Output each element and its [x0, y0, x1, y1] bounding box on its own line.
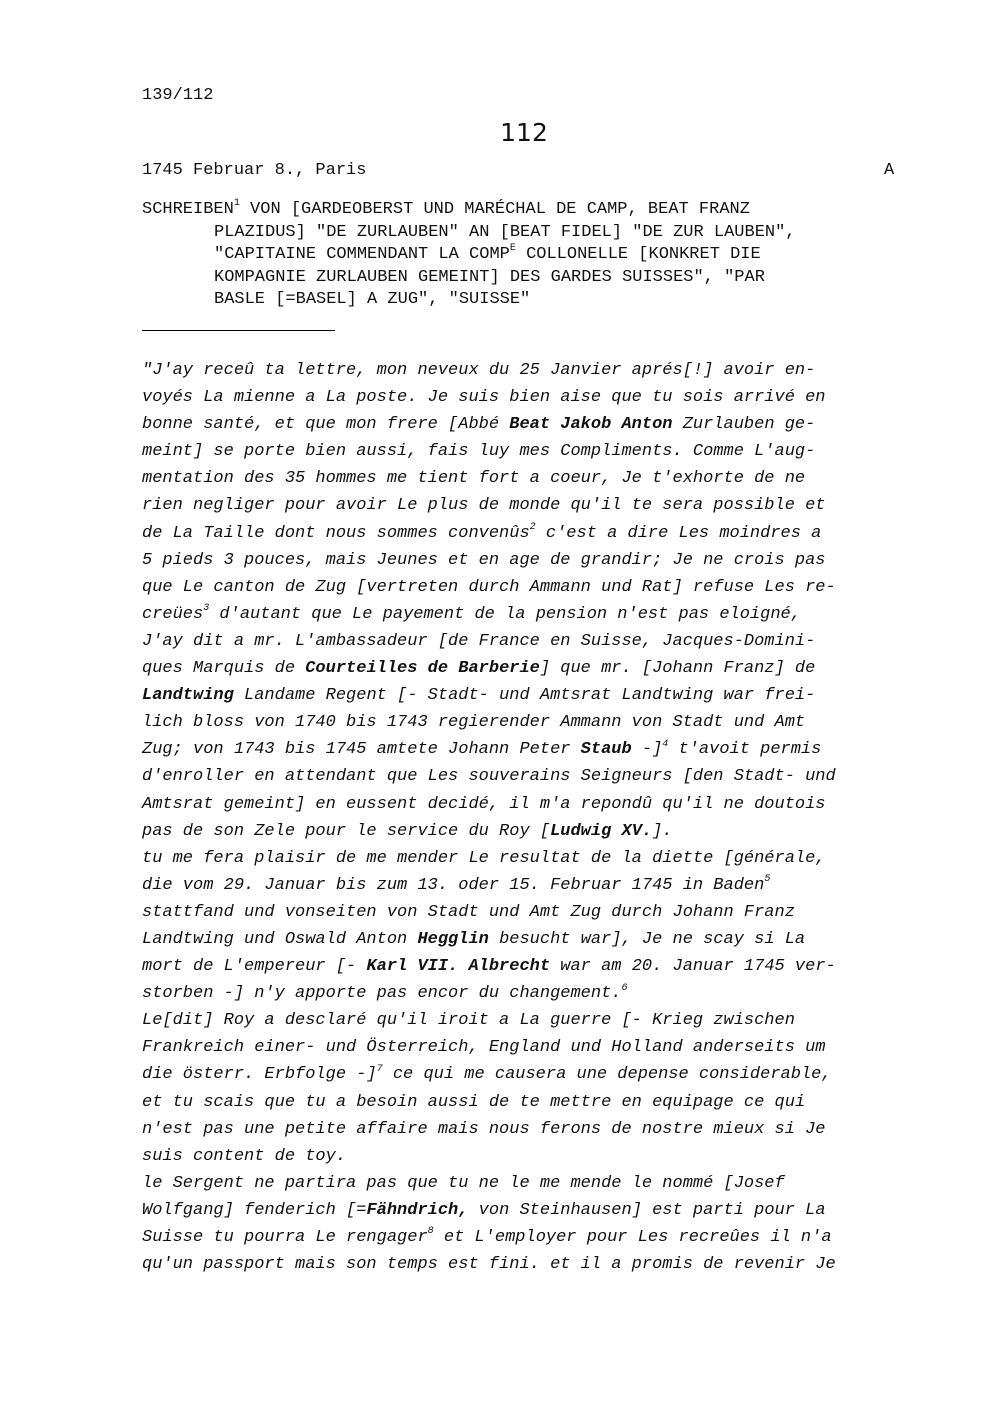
footnote-marker: 5	[764, 874, 771, 886]
letter-text-run: ce qui me causera une depense considerable,	[382, 1065, 832, 1085]
letter-line	[142, 1224, 912, 1251]
heading-line	[142, 199, 922, 222]
letter-line	[142, 926, 912, 953]
letter-line	[142, 845, 912, 872]
heading-superscript: E	[509, 243, 516, 255]
letter-line	[142, 384, 912, 411]
letter-line	[142, 492, 912, 519]
heading-text: PLAZIDUS] "DE ZURLAUBEN" AN [BEAT FIDEL] "DE ZUR LAUBEN",	[214, 222, 796, 242]
letter-text-run: et L'employer pour Les recreûes il n'a	[433, 1228, 832, 1247]
letter-text-run: 5 pieds 3 pouces, mais Jeunes et en age de grandir; Je ne crois pas	[142, 550, 826, 570]
letter-text	[142, 357, 912, 1278]
footnote-marker: 7	[376, 1063, 383, 1075]
letter-line	[142, 818, 912, 845]
letter-line	[142, 1007, 912, 1034]
letter-line	[142, 1116, 912, 1143]
footnote-marker: 6	[621, 982, 628, 994]
letter-line	[142, 655, 912, 682]
heading-text: BASLE [=BASEL] A ZUG", "SUISSE"	[214, 290, 531, 309]
letter-text-run: meint] se porte bien aussi, fais luy mes Compliments. Comme L'aug-	[142, 442, 816, 462]
letter-line	[142, 1061, 912, 1088]
letter-line	[142, 709, 912, 736]
letter-text-run: Zug; von 1743 bis 1745 amtete Johann Peter	[142, 740, 581, 760]
letter-text-run: bonne santé, et que mon frere [Abbé	[142, 415, 510, 435]
letter-text-run: besucht war], Je ne scay si La	[488, 929, 806, 949]
letter-text-run: le Sergent ne partira pas que tu ne le me mende le nommé [Josef	[142, 1173, 785, 1193]
letter-text-run: d'enroller en attendant que Les souverains Seigneurs [den Stadt- und	[142, 767, 836, 787]
letter-line	[142, 682, 912, 709]
letter-text-run: war am 20. Januar 1745 ver-	[550, 957, 836, 977]
letter-line	[142, 628, 912, 655]
footnote-marker: 2	[529, 521, 536, 533]
letter-line	[142, 601, 912, 628]
heading-text: "CAPITAINE COMMENDANT LA COMP	[214, 245, 510, 264]
person-name: Karl VII. Albrecht	[366, 957, 551, 977]
letter-text-run: ].	[652, 821, 673, 841]
letter-text-run: rien negliger pour avoir Le plus de monde qu'il te sera possible et	[142, 496, 826, 516]
letter-text-run: qu'un passport mais son temps est fini. et il a promis de revenir Je	[142, 1255, 836, 1275]
person-name: Staub	[580, 740, 632, 760]
letter-line	[142, 1251, 912, 1278]
letter-line	[142, 438, 912, 465]
letter-text-run: mort de L'empereur [-	[142, 957, 367, 977]
heading-line	[142, 289, 922, 312]
letter-text-run: que Le canton de Zug [vertreten durch Ammann und Rat] refuse Les re-	[142, 577, 836, 597]
letter-text-run: stattfand und vonseiten von Stadt und Amt Zug durch Johann Franz	[142, 902, 795, 922]
letter-text-run: Wolfgang] fenderich [=	[142, 1200, 367, 1220]
person-name: Fähndrich,	[366, 1200, 469, 1220]
letter-text-run: ques Marquis de	[142, 659, 306, 679]
letter-line	[142, 1170, 912, 1197]
letter-line	[142, 465, 912, 492]
person-name: Landtwing	[142, 686, 234, 706]
page-number: 112	[500, 118, 548, 147]
heading-text: KOMPAGNIE ZURLAUBEN GEMEINT] DES GARDES SUISSES", "PAR	[214, 267, 765, 287]
letter-text-run: die vom 29. Januar bis zum 13. oder 15. Februar 1745 in Baden	[142, 875, 765, 895]
document-reference: 139/112	[142, 86, 214, 105]
letter-text-run: de La Taille dont nous sommes convenûs	[142, 523, 530, 543]
letter-line	[142, 357, 912, 384]
letter-text-run: tu me fera plaisir de me mender Le resultat de la diette [générale,	[142, 848, 826, 868]
document-type-marker: A	[884, 161, 895, 180]
letter-text-run: Suisse tu pourra Le rengager	[142, 1228, 428, 1247]
letter-line	[142, 1034, 912, 1061]
dateline: 1745 Februar 8., Paris	[142, 161, 367, 180]
letter-text-run: pas de son Zele pour le service du Roy [	[142, 821, 551, 841]
document-heading	[142, 199, 922, 312]
heading-text: SCHREIBEN	[142, 200, 234, 219]
heading-text: COLLONELLE [KONKRET DIE	[515, 245, 761, 264]
letter-line	[142, 520, 912, 547]
person-name: Hegglin	[417, 929, 489, 949]
letter-line	[142, 574, 912, 601]
letter-text-run: c'est a dire Les moindres a	[535, 523, 822, 543]
letter-text-run: Frankreich einer- und Österreich, England und Holland anderseits um	[142, 1038, 826, 1058]
letter-line	[142, 1089, 912, 1116]
letter-text-run: Zurlauben ge-	[672, 415, 816, 435]
footnote-marker: 8	[427, 1226, 434, 1238]
heading-line	[142, 222, 922, 245]
person-name: Courteilles de Barberie	[305, 659, 540, 679]
letter-line	[142, 763, 912, 790]
letter-line	[142, 953, 912, 980]
letter-text-run: n'est pas une petite affaire mais nous ferons de nostre mieux si Je	[142, 1119, 826, 1139]
person-name: Ludwig XV.	[550, 821, 653, 841]
letter-text-run: Amtsrat gemeint] en eussent decidé, il m'a repondû qu'il ne doutois	[142, 794, 826, 814]
letter-text-run: ] que mr. [Johann Franz] de	[539, 659, 816, 679]
letter-line	[142, 736, 912, 763]
letter-text-run: t'avoit permis	[668, 740, 822, 760]
letter-line	[142, 1143, 912, 1170]
footnote-marker: 3	[203, 603, 210, 615]
letter-line	[142, 980, 912, 1007]
letter-line	[142, 547, 912, 574]
letter-text-run: von Steinhausen] est parti pour La	[468, 1200, 826, 1220]
heading-superscript: 1	[233, 198, 240, 210]
heading-line	[142, 267, 922, 290]
person-name: Beat Jakob Anton	[509, 415, 673, 435]
letter-text-run: mentation des 35 hommes me tient fort a coeur, Je t'exhorte de ne	[142, 469, 806, 489]
letter-line	[142, 899, 912, 926]
letter-text-run: -]	[631, 740, 663, 760]
separator-line	[142, 330, 335, 331]
letter-text-run: die österr. Erbfolge -]	[142, 1065, 377, 1085]
letter-text-run: creües	[142, 604, 204, 624]
letter-text-run: Landame Regent [- Stadt- und Amtsrat Landtwing war frei-	[233, 686, 816, 706]
letter-text-run: voyés La mienne a La poste. Je suis bien aise que tu sois arrivé en	[142, 388, 826, 408]
letter-text-run: suis content de toy.	[142, 1146, 347, 1166]
heading-line	[142, 244, 922, 267]
heading-text: VON [GARDEOBERST UND MARÉCHAL DE CAMP, BEAT FRANZ	[239, 200, 750, 219]
letter-text-run: et tu scais que tu a besoin aussi de te mettre en equipage ce qui	[142, 1092, 806, 1112]
letter-text-run: "J'ay receû ta lettre, mon neveux du 25 Janvier aprés[!] avoir en-	[142, 361, 816, 380]
letter-text-run: Landtwing und Oswald Anton	[142, 929, 418, 949]
letter-line	[142, 411, 912, 438]
letter-line	[142, 872, 912, 899]
letter-text-run: storben -] n'y apporte pas encor du changement.	[142, 984, 622, 1004]
letter-text-run: J'ay dit a mr. L'ambassadeur [de France en Suisse, Jacques-Domini-	[142, 631, 816, 651]
footnote-marker: 4	[662, 738, 669, 750]
letter-text-run: d'autant que Le payement de la pension n'est pas eloigné,	[209, 604, 801, 624]
letter-line	[142, 791, 912, 818]
letter-text-run: lich bloss von 1740 bis 1743 regierender Ammann von Stadt und Amt	[142, 713, 806, 733]
letter-text-run: Le[dit] Roy a desclaré qu'il iroit a La guerre [- Krieg zwischen	[142, 1011, 795, 1031]
letter-line	[142, 1197, 912, 1224]
